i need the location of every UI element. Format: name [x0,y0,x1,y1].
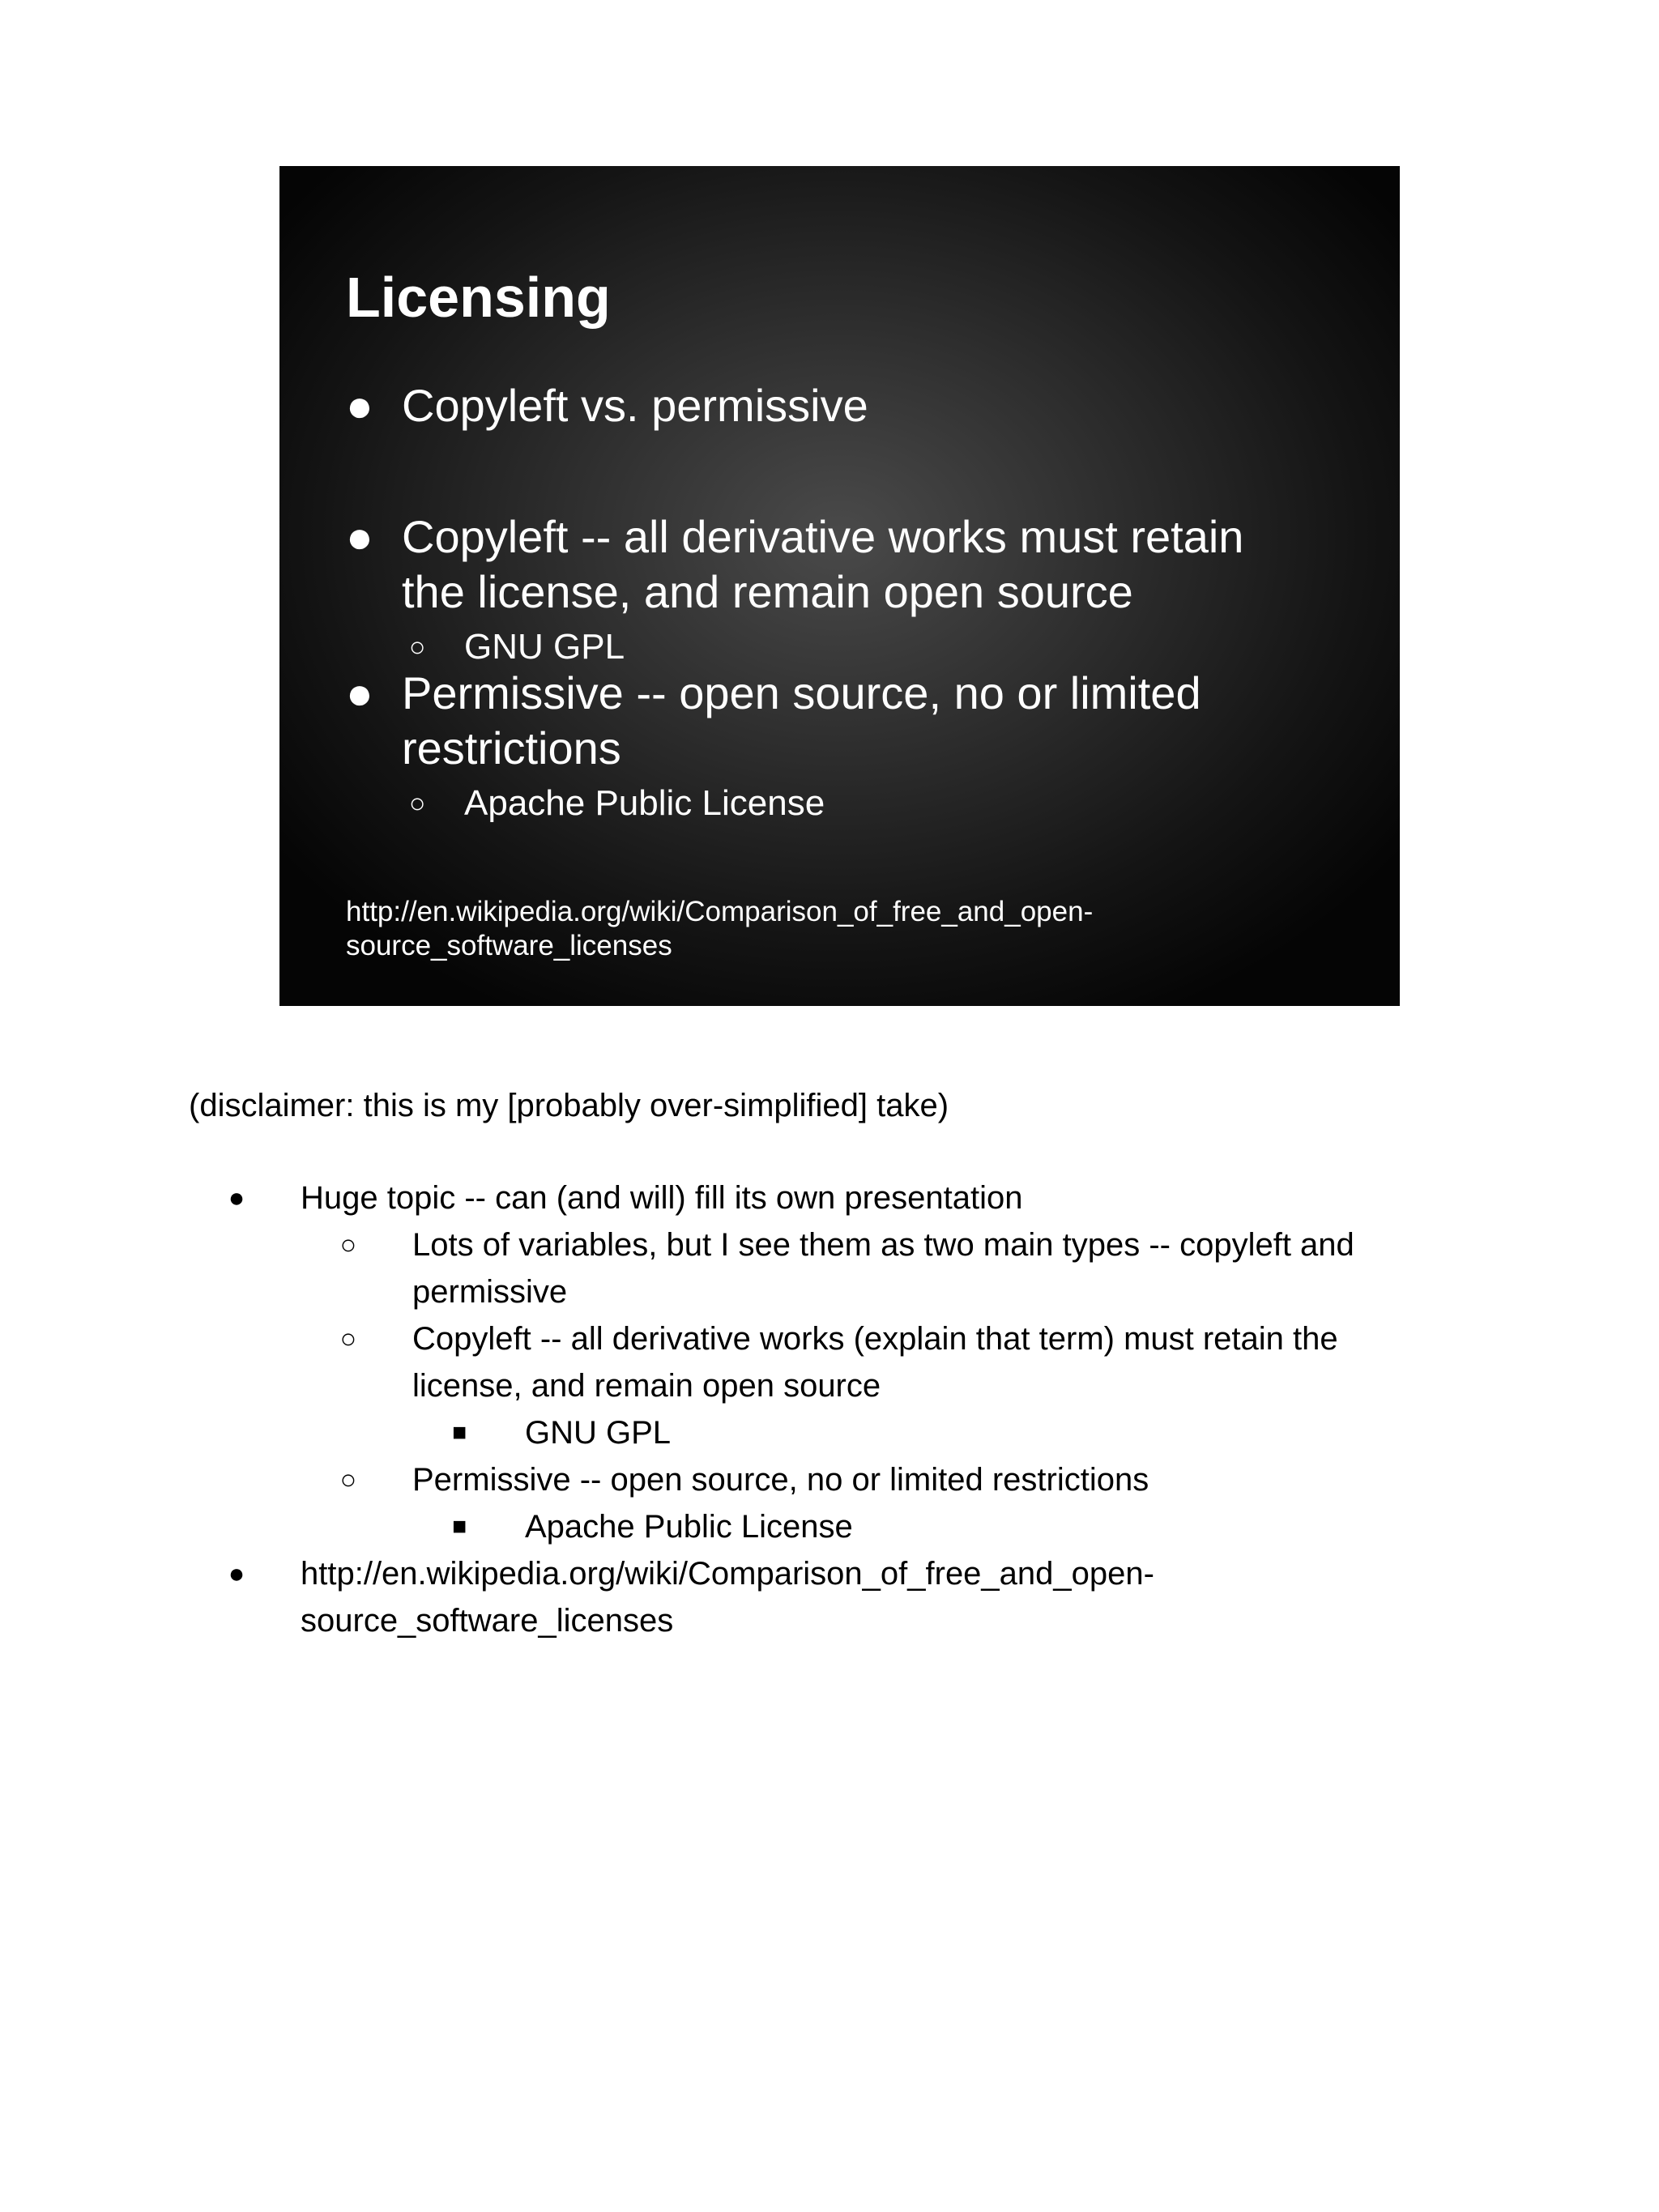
slide-bullet [346,378,1318,433]
list-item [0,1221,1659,1315]
circle-bullet-icon: ○ [339,1230,357,1260]
slide-bullet-text: Permissive -- open source, no or limited restrictions [402,667,1201,774]
square-bullet-icon: ■ [451,1419,467,1446]
list-item [0,1503,1659,1550]
bullet-icon: ● [228,1558,245,1589]
notes-list [0,1174,1659,1644]
notes-link: http://en.wikipedia.org/wiki/Comparison_of_free_and_open-source_software_licenses [301,1556,1154,1639]
list-item-text: Copyleft -- all derivative works (explain that term) must retain the license, and remain open source [412,1321,1338,1404]
slide-bullet [346,509,1269,620]
slide-link: http://en.wikipedia.org/wiki/Comparison_of_free_and_open-source_software_licenses [346,896,1094,961]
slide-sub-bullet [409,782,1300,825]
bullet-icon: ● [346,667,373,718]
circle-bullet-icon: ○ [339,1323,357,1354]
list-item-text: Huge topic -- can (and will) fill its own presentation [301,1180,1023,1216]
list-item-text: GNU GPL [525,1415,672,1451]
list-item-text: Lots of variables, but I see them as two main types -- copyleft and permissive [412,1227,1354,1310]
slide-bullet-text: Copyleft vs. permissive [402,380,868,431]
slide [279,166,1400,1006]
slide-sub-bullet [409,625,1300,669]
list-item [0,1409,1659,1456]
slide-title: Licensing [346,266,611,329]
slide-bullet [346,666,1269,776]
notes-disclaimer: (disclaimer: this is my [probably over-simplified] take) [189,1088,949,1123]
list-item [0,1550,1659,1644]
circle-bullet-icon: ○ [409,632,426,663]
bullet-icon: ● [346,511,373,562]
list-item [0,1174,1659,1221]
circle-bullet-icon: ○ [409,788,426,819]
slide-bullet-text: Copyleft -- all derivative works must retain the license, and remain open source [402,511,1244,617]
slide-sub-bullet-text: Apache Public License [464,783,825,823]
list-item [0,1315,1659,1409]
list-item-text: Apache Public License [525,1509,853,1545]
bullet-icon: ● [346,380,373,431]
slide-sub-bullet-text: GNU GPL [464,627,625,667]
square-bullet-icon: ■ [451,1513,467,1540]
list-item [0,1456,1659,1503]
bullet-icon: ● [228,1183,245,1213]
circle-bullet-icon: ○ [339,1464,357,1495]
list-item-text: Permissive -- open source, no or limited restrictions [412,1462,1149,1498]
